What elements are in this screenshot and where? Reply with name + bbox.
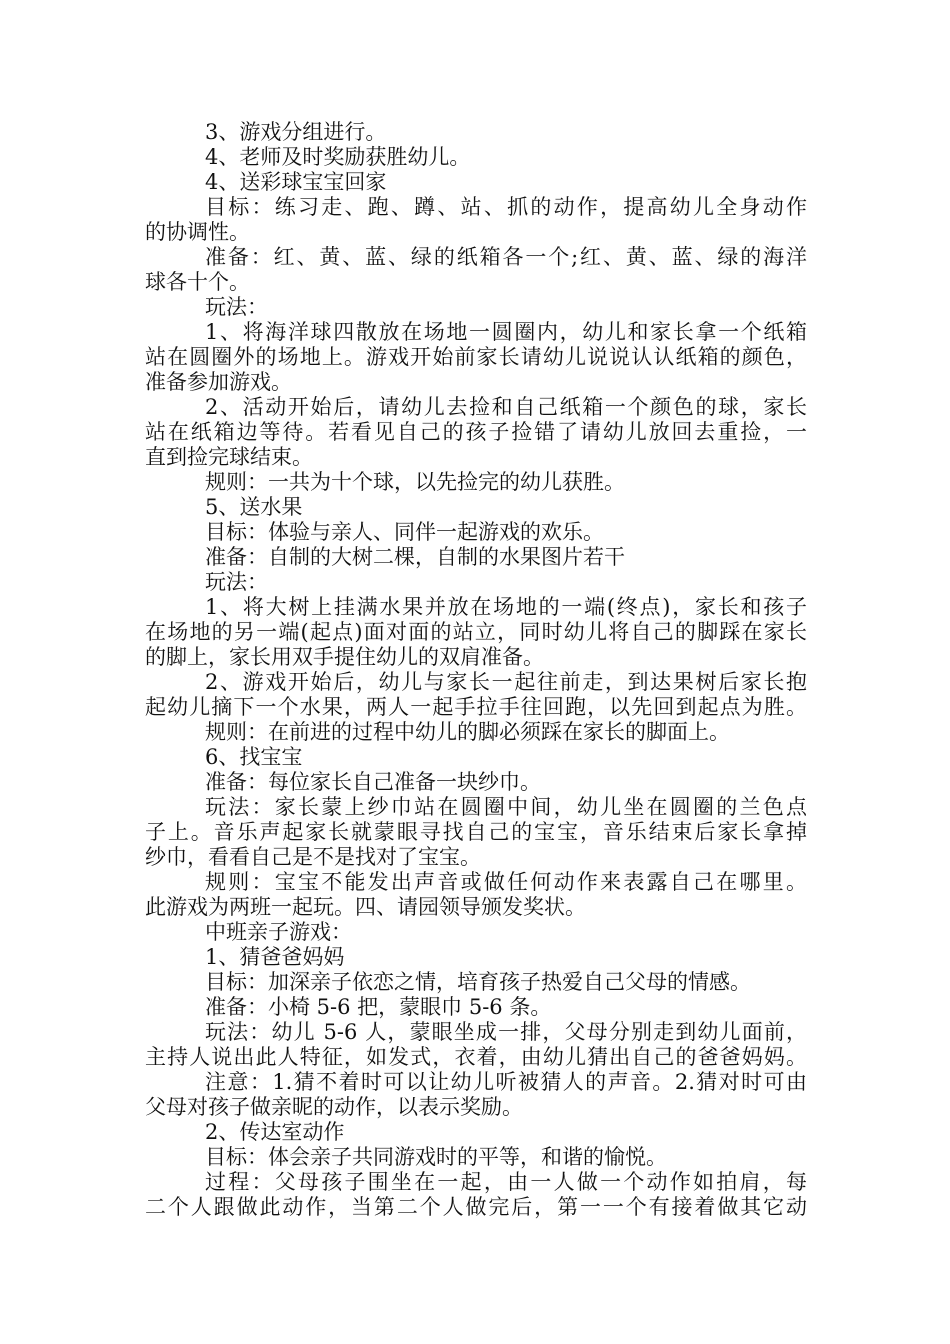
step-text: 的脚上，家长用双手提住幼儿的双肩准备。 <box>145 645 544 669</box>
step-text: 站在圆圈外的场地上。游戏开始前家长请幼儿说说认认纸箱的颜色， <box>145 345 807 369</box>
step-text: 2、游戏开始后，幼儿与家长一起往前走，到达果树后家长抱 <box>205 670 807 694</box>
goal-text: 的协调性。 <box>145 220 250 244</box>
prep-text: 准备：自制的大树二棵，自制的水果图片若干 <box>205 545 625 569</box>
process-text: 二个人跟做此动作，当第二个人做完后，第一一个有接着做其它动 <box>145 1195 807 1219</box>
play-text: 纱巾，看看自己是不是找对了宝宝。 <box>145 845 481 869</box>
goal-text: 目标：练习走、跑、蹲、站、抓的动作，提高幼儿全身动作 <box>205 195 807 219</box>
play-label: 玩法： <box>205 570 268 594</box>
step-text: 1、将海洋球四散放在场地一圆圈内，幼儿和家长拿一个纸箱 <box>205 320 807 344</box>
step-text: 1、将大树上挂满水果并放在场地的一端(终点)，家长和孩子 <box>205 595 807 619</box>
step-text: 2、活动开始后，请幼儿去捡和自己纸箱一个颜色的球，家长 <box>205 395 807 419</box>
list-item: 3、游戏分组进行。 <box>205 120 387 144</box>
step-text: 站在纸箱边等待。若看见自己的孩子捡错了请幼儿放回去重捡，一 <box>145 420 807 444</box>
step-text: 直到捡完球结束。 <box>145 445 313 469</box>
prep-text: 准备：小椅 5-6 把，蒙眼巾 5-6 条。 <box>205 995 552 1019</box>
goal-text: 目标：体会亲子共同游戏时的平等，和谐的愉悦。 <box>205 1145 667 1169</box>
section-title: 1、猜爸爸妈妈 <box>205 945 345 969</box>
step-text: 起幼儿摘下一个水果，两人一起手拉手往回跑，以先回到起点为胜。 <box>145 695 807 719</box>
goal-text: 目标：体验与亲人、同伴一起游戏的欢乐。 <box>205 520 604 544</box>
play-text: 主持人说出此人特征，如发式，衣着，由幼儿猜出自己的爸爸妈妈。 <box>145 1045 807 1069</box>
section-title: 5、送水果 <box>205 495 303 519</box>
document-body <box>145 120 807 1220</box>
step-text: 在场地的另一端(起点)面对面的站立，同时幼儿将自己的脚踩在家长 <box>145 620 807 644</box>
rule-text: 规则：一共为十个球，以先捡完的幼儿获胜。 <box>205 470 625 494</box>
goal-text: 目标：加深亲子依恋之情，培育孩子热爱自己父母的情感。 <box>205 970 751 994</box>
play-text: 子上。音乐声起家长就蒙眼寻找自己的宝宝，音乐结束后家长拿掉 <box>145 820 807 844</box>
note-text: 父母对孩子做亲昵的动作，以表示奖励。 <box>145 1095 523 1119</box>
prep-text: 准备：每位家长自己准备一块纱巾。 <box>205 770 541 794</box>
rule-text: 规则：在前进的过程中幼儿的脚必须踩在家长的脚面上。 <box>205 720 730 744</box>
rule-text: 此游戏为两班一起玩。四、请园领导颁发奖状。 <box>145 895 586 919</box>
section-title: 6、找宝宝 <box>205 745 303 769</box>
play-text: 玩法：幼儿 5-6 人，蒙眼坐成一排，父母分别走到幼儿面前， <box>205 1020 807 1044</box>
play-text: 玩法：家长蒙上纱巾站在圆圈中间，幼儿坐在圆圈的兰色点 <box>205 795 807 819</box>
list-item: 4、老师及时奖励获胜幼儿。 <box>205 145 471 169</box>
prep-text: 准备：红、黄、蓝、绿的纸箱各一个;红、黄、蓝、绿的海洋 <box>205 245 807 269</box>
prep-text: 球各十个。 <box>145 270 250 294</box>
play-label: 玩法： <box>205 295 268 319</box>
section-title: 4、送彩球宝宝回家 <box>205 170 387 194</box>
section-heading: 中班亲子游戏： <box>205 920 352 944</box>
step-text: 准备参加游戏。 <box>145 370 292 394</box>
section-title: 2、传达室动作 <box>205 1120 345 1144</box>
rule-text: 规则：宝宝不能发出声音或做任何动作来表露自己在哪里。 <box>205 870 807 894</box>
process-text: 过程：父母孩子围坐在一起，由一人做一个动作如拍肩，每 <box>205 1170 807 1194</box>
note-text: 注意：1.猜不着时可以让幼儿听被猜人的声音。2.猜对时可由 <box>205 1070 807 1094</box>
